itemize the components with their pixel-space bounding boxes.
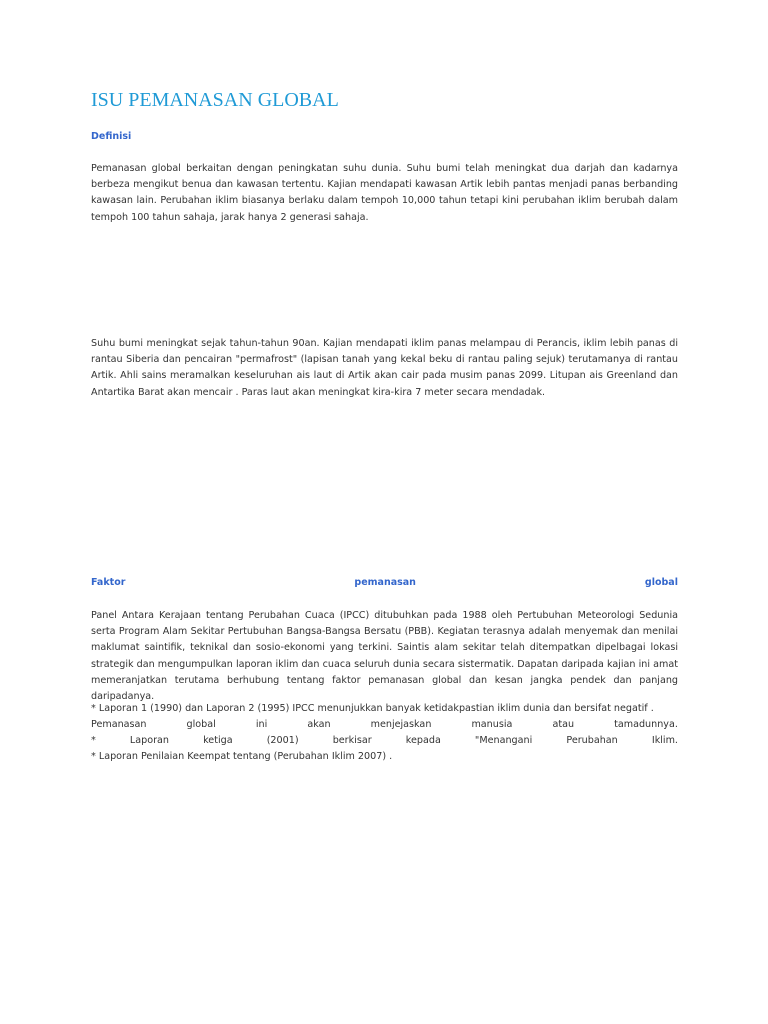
report-word: tamadunnya. xyxy=(614,719,678,730)
report-word: kepada xyxy=(405,735,441,746)
report-word: (2001) xyxy=(266,735,299,746)
report-word: * xyxy=(91,735,96,746)
report-word: global xyxy=(186,719,216,730)
paragraph-ipcc: Panel Antara Kerajaan tentang Perubahan Cuaca (IPCC) ditubuhkan pada 1988 oleh Pertubuhan Meteorologi Sedunia serta Program Alam Sekitar Pertubuhan Bangsa-Bangsa Bersatu (PBB). Kegiatan terasnya adalah menyemak dan menilai maklumat saintifik, teknikal dan sosio-ekonomi yang terkini. Saintis alam sekitar telah ditempatkan dipelbagai lokasi strategik dan mengumpulkan laporan iklim dan cuaca seluruh dunia secara sistermatik. Dapatan daripada kajian ini amat memeranjatkan terutama berhubung tentang faktor pemanasan global dan kesan jangka pendek dan panjang daripadanya. xyxy=(91,610,678,703)
report-word: Perubahan xyxy=(566,735,618,746)
report-line: * Laporan 1 (1990) dan Laporan 2 (1995) IPCC menunjukkan banyak ketidakpastian iklim dunia dan bersifat negatif . xyxy=(91,703,654,714)
report-word: ini xyxy=(255,719,268,730)
report-word: Laporan xyxy=(129,735,169,746)
report-word: akan xyxy=(307,719,331,730)
report-line-justified xyxy=(91,733,678,749)
report-line: * Laporan Penilaian Keempat tentang (Perubahan Iklim 2007) . xyxy=(91,751,393,762)
faktor-heading-word: pemanasan xyxy=(354,577,416,588)
report-word: Iklim. xyxy=(651,735,678,746)
page-title: ISU PEMANASAN GLOBAL xyxy=(91,89,339,111)
report-word: ketiga xyxy=(203,735,233,746)
report-word: Pemanasan xyxy=(91,719,147,730)
paragraph-definition: Pemanasan global berkaitan dengan peningkatan suhu dunia. Suhu bumi telah meningkat dua darjah dan kadarnya berbeza mengikut benua dan kawasan tertentu. Kajian mendapati kawasan Artik lebih pantas menjadi panas berbanding kawasan lain. Perubahan iklim biasanya berlaku dalam tempoh 10,000 tahun tetapi kini perubahan iklim berubah dalam tempoh 100 tahun sahaja, jarak hanya 2 generasi sahaja. xyxy=(91,163,678,223)
faktor-heading-word: global xyxy=(644,577,678,588)
reports-list xyxy=(91,701,678,765)
report-line-justified xyxy=(91,717,678,733)
faktor-heading xyxy=(91,577,678,588)
report-word: "Menangani xyxy=(474,735,533,746)
report-word: menjejaskan xyxy=(370,719,432,730)
faktor-heading-word: Faktor xyxy=(91,577,126,588)
report-word: berkisar xyxy=(332,735,372,746)
report-word: manusia xyxy=(471,719,513,730)
paragraph-temperature-rise: Suhu bumi meningkat sejak tahun-tahun 90an. Kajian mendapati iklim panas melampau di Perancis, iklim lebih panas di rantau Siberia dan pencairan "permafrost" (lapisan tanah yang kekal beku di rantau paling sejuk) terutamanya di rantau Artik. Ahli sains meramalkan keseluruhan ais laut di Artik akan cair pada musim panas 2099. Litupan ais Greenland dan Antartika Barat akan mencair . Paras laut akan meningkat kira-kira 7 meter secara mendadak. xyxy=(91,338,678,398)
definisi-heading: Definisi xyxy=(91,131,132,142)
report-word: atau xyxy=(552,719,575,730)
